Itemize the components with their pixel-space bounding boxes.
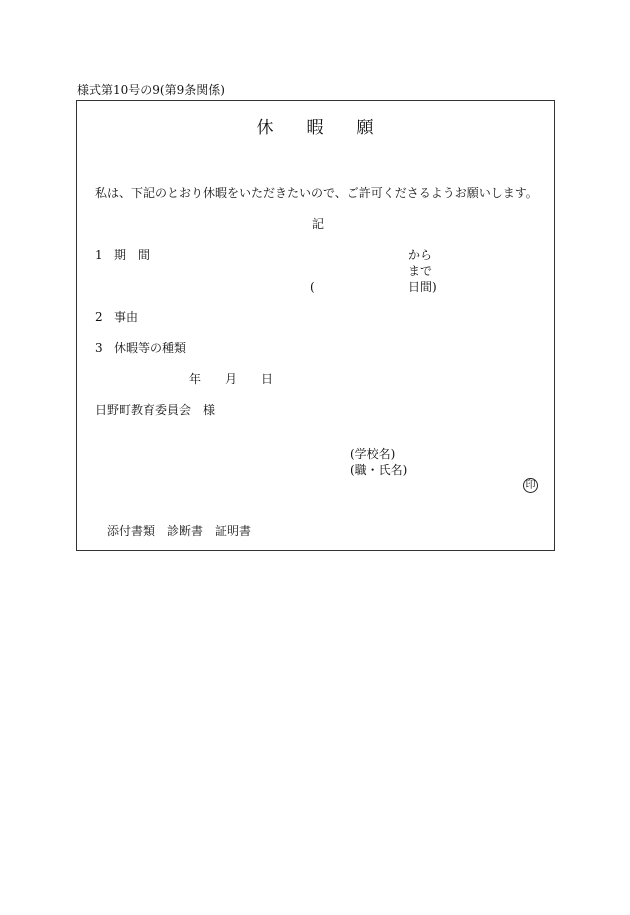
form-title: [77, 120, 554, 137]
period-to-label: まで: [408, 264, 433, 278]
item-number-3: 3: [95, 341, 103, 355]
title-char-3: 願: [356, 118, 375, 138]
period-label-part1: 期: [114, 248, 127, 262]
leave-type-label: 休暇等の種類: [114, 341, 187, 355]
item-number-1: 1: [95, 248, 103, 262]
period-from-label: から: [408, 248, 433, 262]
reason-label: 事由: [114, 310, 139, 324]
attachments-line: [107, 525, 251, 537]
addressee: [95, 404, 215, 416]
attachment-certificate: 証明書: [215, 524, 252, 538]
addressee-name: 日野町教育委員会: [95, 403, 192, 417]
day-label: 日: [261, 372, 274, 386]
school-name-label: (学校名): [350, 447, 396, 461]
ki-heading: 記: [312, 217, 325, 231]
year-label: 年: [189, 372, 202, 386]
attachments-label: 添付書類: [107, 524, 156, 538]
seal-icon: 印: [523, 478, 538, 493]
form-number-label: 様式第10号の9(第9条関係): [77, 83, 225, 97]
period-days-paren: (: [310, 280, 315, 294]
position-name-label: (職・氏名): [350, 463, 408, 477]
period-days-label: 日間): [408, 280, 437, 294]
title-char-1: 休: [256, 118, 275, 138]
period-label-part2: 間: [138, 248, 151, 262]
item-number-2: 2: [95, 310, 103, 324]
period-label: [114, 249, 150, 261]
title-char-2: 暇: [306, 118, 325, 138]
attachment-medical-certificate: 診断書: [167, 524, 204, 538]
addressee-honorific: 様: [203, 403, 216, 417]
date-line: [189, 373, 273, 385]
leave-request-form: [76, 100, 555, 551]
month-label: 月: [225, 372, 238, 386]
request-statement: 私は、下記のとおり休暇をいただきたいので、ご許可くださるようお願いします。: [95, 186, 538, 200]
